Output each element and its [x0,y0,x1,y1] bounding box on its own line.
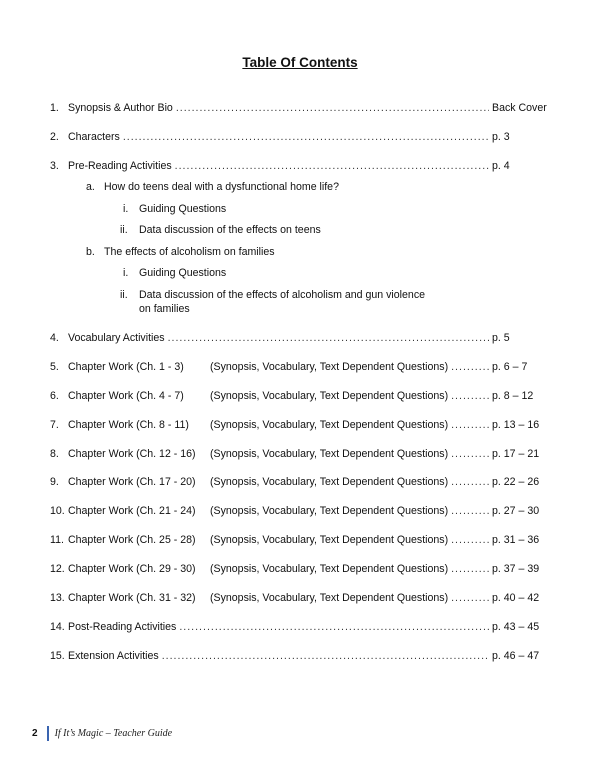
entry-page: p. 43 – 45 [492,621,540,633]
entry-number: 13. [50,592,65,604]
toc-entry [50,563,546,576]
entry-detail: (Synopsis, Vocabulary, Text Dependent Questions) [210,419,449,431]
entry-label: Chapter Work (Ch. 29 - 30) [68,563,196,575]
toc-entry [50,592,546,605]
entry-number: 7. [50,419,59,431]
sub-item-text: Guiding Questions [139,203,227,215]
sub-item-text: Guiding Questions [139,267,227,279]
sub-item-marker: ii. [120,289,128,301]
dot-leader [175,160,489,173]
entry-number: 1. [50,102,59,114]
entry-label: Chapter Work (Ch. 1 - 3) [68,361,184,373]
toc-entry [50,621,546,634]
entry-label: Chapter Work (Ch. 31 - 32) [68,592,196,604]
sub-item-text: Data discussion of the effects on teens [139,224,321,236]
subsection-b [86,246,275,259]
entry-detail: (Synopsis, Vocabulary, Text Dependent Questions) [210,448,449,460]
entry-page: p. 3 [492,131,510,143]
entry-page: p. 46 – 47 [492,650,540,662]
dot-leader [451,563,489,576]
entry-page: p. 6 – 7 [492,361,528,373]
entry-detail: (Synopsis, Vocabulary, Text Dependent Questions) [210,361,449,373]
toc-entry [50,419,546,432]
sub-item-marker: i. [123,203,129,215]
entry-label: Chapter Work (Ch. 8 - 11) [68,419,189,431]
dot-leader [451,390,489,403]
entry-page: p. 8 – 12 [492,390,534,402]
dot-leader [176,102,489,115]
entry-page: p. 13 – 16 [492,419,540,431]
subsection-text: How do teens deal with a dysfunctional home life? [104,181,339,193]
sub-item-marker: i. [123,267,129,279]
entry-page: p. 22 – 26 [492,476,540,488]
dot-leader [123,131,489,144]
entry-detail: (Synopsis, Vocabulary, Text Dependent Questions) [210,534,449,546]
dot-leader [451,419,489,432]
dot-leader [451,448,489,461]
entry-number: 5. [50,361,59,373]
entry-label: Characters [68,131,120,143]
entry-number: 12. [50,563,65,575]
entry-label: Synopsis & Author Bio [68,102,173,114]
footer-divider [47,726,49,741]
entry-label: Vocabulary Activities [68,332,165,344]
sub-item [123,267,226,280]
entry-page: p. 31 – 36 [492,534,540,546]
sub-item-text: Data discussion of the effects of alcoholism and gun violence [139,289,426,301]
sub-item-marker: ii. [120,224,128,236]
entry-number: 10. [50,505,65,517]
sub-item [123,203,226,216]
entry-page: p. 4 [492,160,510,172]
toc-entry [50,131,546,144]
page-number: 2 [32,728,38,739]
toc-entry [50,534,546,547]
entry-label: Pre-Reading Activities [68,160,172,172]
toc-entry [50,102,546,115]
entry-number: 4. [50,332,59,344]
toc-entry [50,390,546,403]
entry-label: Post-Reading Activities [68,621,177,633]
entry-page: p. 37 – 39 [492,563,540,575]
dot-leader [451,361,489,374]
subsection-a [86,181,339,194]
entry-page: p. 40 – 42 [492,592,540,604]
entry-label: Extension Activities [68,650,159,662]
toc-entry [50,650,546,663]
entry-label: Chapter Work (Ch. 17 - 20) [68,476,196,488]
toc-entry [50,361,546,374]
dot-leader [451,592,489,605]
entry-label: Chapter Work (Ch. 12 - 16) [68,448,196,460]
entry-number: 11. [50,534,64,546]
toc-entry [50,160,546,173]
entry-number: 8. [50,448,59,460]
dot-leader [451,505,489,518]
entry-page: Back Cover [492,102,547,114]
entry-label: Chapter Work (Ch. 21 - 24) [68,505,196,517]
entry-detail: (Synopsis, Vocabulary, Text Dependent Questions) [210,592,449,604]
dot-leader [162,650,489,663]
sub-item-continuation: on families [139,303,190,315]
entry-number: 3. [50,160,59,172]
sub-item [120,289,425,302]
entry-number: 14. [50,621,65,633]
entry-page: p. 27 – 30 [492,505,540,517]
entry-number: 9. [50,476,59,488]
dot-leader [451,534,489,547]
entry-number: 6. [50,390,59,402]
sub-item [120,224,321,237]
page-footer [32,726,172,741]
entry-page: p. 17 – 21 [492,448,540,460]
entry-page: p. 5 [492,332,510,344]
subsection-marker: a. [86,181,95,193]
subsection-marker: b. [86,246,95,258]
entry-detail: (Synopsis, Vocabulary, Text Dependent Questions) [210,505,449,517]
toc-entry [50,476,546,489]
dot-leader [168,332,489,345]
subsection-text: The effects of alcoholism on families [104,246,275,258]
entry-label: Chapter Work (Ch. 25 - 28) [68,534,196,546]
entry-detail: (Synopsis, Vocabulary, Text Dependent Questions) [210,563,449,575]
entry-detail: (Synopsis, Vocabulary, Text Dependent Questions) [210,476,449,488]
dot-leader [179,621,489,634]
dot-leader [451,476,489,489]
toc-entry [50,505,546,518]
entry-label: Chapter Work (Ch. 4 - 7) [68,390,184,402]
entry-number: 15. [50,650,65,662]
entry-detail: (Synopsis, Vocabulary, Text Dependent Questions) [210,390,449,402]
footer-title: If It’s Magic – Teacher Guide [54,728,173,739]
toc-entry [50,332,546,345]
entry-number: 2. [50,131,59,143]
toc-entry [50,448,546,461]
page-title: Table Of Contents [242,55,358,70]
